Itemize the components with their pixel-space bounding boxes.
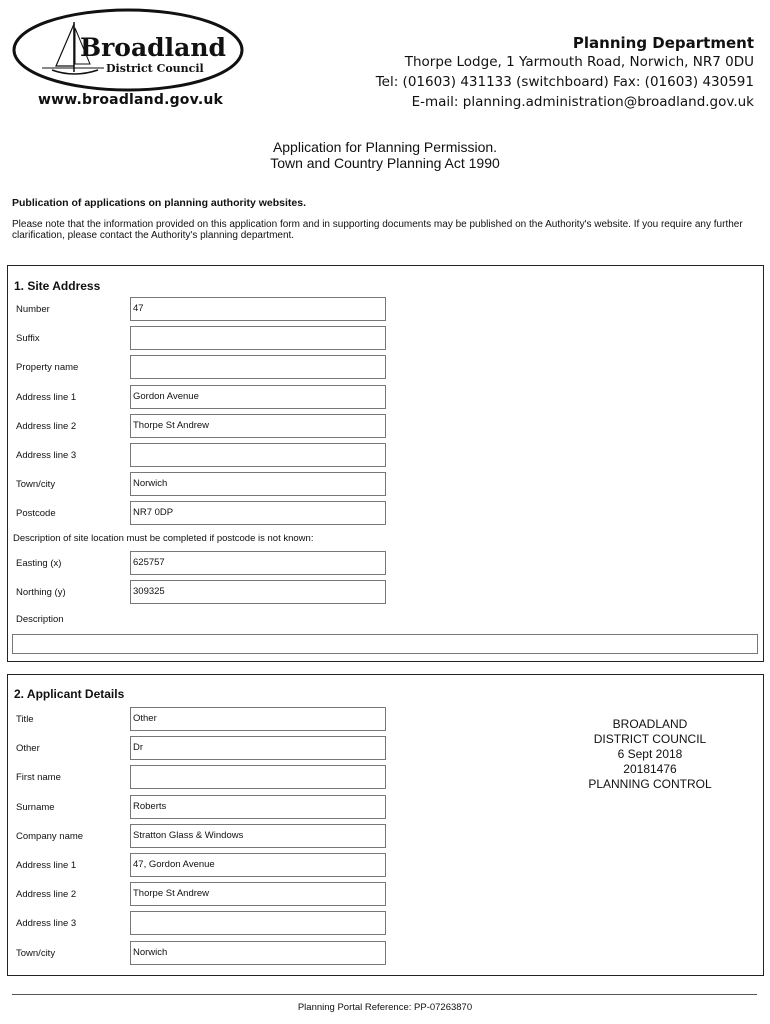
- department-title: Planning Department: [572, 34, 754, 52]
- received-stamp: [570, 717, 730, 792]
- field-value-input[interactable]: Thorpe St Andrew: [130, 882, 386, 906]
- form-row: [16, 941, 396, 967]
- broadland-logo: [12, 8, 248, 92]
- stamp-date: 6 Sept 2018: [617, 747, 683, 761]
- section-heading: 1. Site Address: [14, 279, 101, 293]
- stamp-line: DISTRICT COUNCIL: [593, 732, 707, 746]
- form-row: [16, 824, 396, 850]
- field-label: Easting (x): [16, 558, 62, 569]
- form-title: Application for Planning Permission.: [272, 139, 498, 155]
- field-label: Property name: [16, 362, 79, 374]
- department-email[interactable]: E-mail: planning.administration@broadland.gov.uk: [411, 94, 754, 110]
- form-row: [16, 765, 396, 791]
- form-row: [16, 355, 396, 381]
- website-url[interactable]: www.broadland.gov.uk: [38, 92, 224, 108]
- field-label: Postcode: [16, 508, 56, 520]
- field-value-input[interactable]: [130, 911, 386, 935]
- field-value-input[interactable]: Norwich: [130, 941, 386, 965]
- field-label: First name: [16, 772, 61, 784]
- form-row: [16, 551, 396, 577]
- field-label: Company name: [16, 830, 84, 842]
- form-row: [16, 853, 396, 879]
- field-value-input[interactable]: [130, 765, 386, 789]
- department-address: Thorpe Lodge, 1 Yarmouth Road, Norwich, NR7 0DU: [404, 54, 754, 70]
- field-value-input[interactable]: Gordon Avenue: [130, 385, 386, 409]
- field-value-input[interactable]: 47, Gordon Avenue: [130, 853, 386, 877]
- logo-name: Broadland: [80, 33, 227, 62]
- field-value-input[interactable]: Dr: [130, 736, 386, 760]
- field-label: Number: [16, 304, 50, 315]
- field-label: Address line 1: [16, 860, 77, 871]
- form-row: [16, 795, 396, 821]
- field-label: Address line 2: [16, 420, 77, 432]
- form-row: [16, 414, 396, 440]
- field-value-input[interactable]: [130, 443, 386, 467]
- form-row: [16, 326, 396, 352]
- field-label: Title: [16, 714, 34, 725]
- field-value-input[interactable]: 47: [130, 297, 386, 321]
- field-label: Address line 1: [16, 391, 77, 403]
- field-label: Suffix: [16, 333, 40, 345]
- stamp-line: BROADLAND: [612, 717, 688, 731]
- form-subtitle: Town and Country Planning Act 1990: [270, 155, 500, 171]
- field-label: Other: [16, 743, 40, 755]
- form-row: [16, 911, 396, 937]
- form-row: [16, 736, 396, 762]
- portal-reference: Planning Portal Reference: PP-07263870: [297, 1002, 473, 1013]
- field-label: Surname: [16, 801, 55, 813]
- publication-notice: Please note that the information provided on this application form and in supporting documents may be published on the Authority's website. If you require any further clarification, please contact the Authority's planning department.: [12, 219, 743, 241]
- logo-subtitle: District Council: [106, 62, 204, 75]
- form-row: [16, 501, 396, 527]
- field-label: Town/city: [16, 479, 56, 491]
- field-value-input[interactable]: Roberts: [130, 795, 386, 819]
- field-label: Address line 3: [16, 450, 77, 461]
- department-phone: Tel: (01603) 431133 (switchboard) Fax: (01603) 430591: [375, 74, 754, 90]
- description-field[interactable]: [12, 634, 758, 654]
- description-label: Description: [16, 614, 64, 625]
- field-value-input[interactable]: 625757: [130, 551, 386, 575]
- location-note: Description of site location must be completed if postcode is not known:: [13, 533, 314, 544]
- field-value-input[interactable]: Norwich: [130, 472, 386, 496]
- form-row: [16, 707, 396, 733]
- field-label: Town/city: [16, 947, 56, 959]
- publication-heading: Publication of applications on planning authority websites.: [12, 197, 307, 209]
- form-row: [16, 882, 396, 908]
- field-label: Address line 2: [16, 889, 77, 901]
- field-value-input[interactable]: [130, 355, 386, 379]
- field-label: Northing (y): [16, 587, 66, 599]
- stamp-line: PLANNING CONTROL: [588, 777, 712, 791]
- field-value-input[interactable]: [130, 326, 386, 350]
- field-value-input[interactable]: Stratton Glass & Windows: [130, 824, 386, 848]
- section-heading: 2. Applicant Details: [14, 687, 125, 701]
- field-value-input[interactable]: Thorpe St Andrew: [130, 414, 386, 438]
- footer-divider: [12, 994, 757, 995]
- applicant-details-section: [7, 674, 764, 976]
- form-row: [16, 443, 396, 469]
- form-row: [16, 580, 396, 606]
- site-address-section: [7, 265, 764, 662]
- form-row: [16, 385, 396, 411]
- form-row: [16, 472, 396, 498]
- field-value-input[interactable]: 309325: [130, 580, 386, 604]
- field-label: Address line 3: [16, 918, 77, 930]
- form-row: [16, 297, 396, 323]
- field-value-input[interactable]: NR7 0DP: [130, 501, 386, 525]
- field-value-input[interactable]: Other: [130, 707, 386, 731]
- stamp-number: 20181476: [623, 762, 677, 776]
